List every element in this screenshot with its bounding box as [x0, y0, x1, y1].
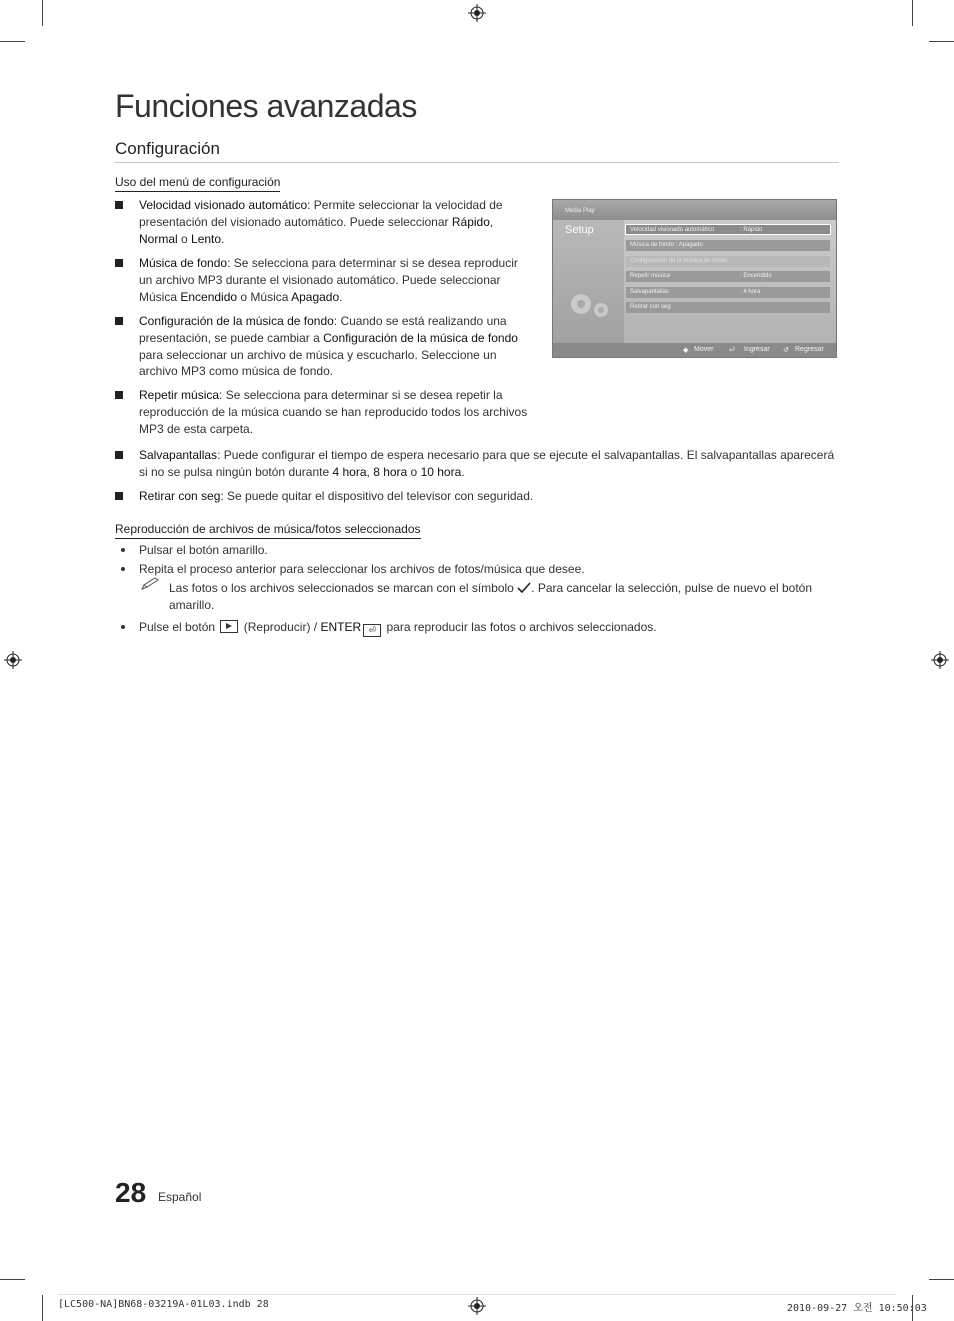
- tv-menu-panel: [626, 224, 832, 344]
- tv-footer-enter: Ingresar: [744, 346, 770, 353]
- page-language: Español: [158, 1190, 202, 1204]
- bullet-square-icon: [115, 201, 123, 209]
- media-play-logo: Media Play: [565, 208, 595, 214]
- crop-mark: [929, 1279, 954, 1280]
- setup-item-velocidad: Velocidad visionado automático: Permite seleccionar la velocidad de presentación del visionado automático. Puede seleccionar Rápido, Normal o Lento.: [139, 198, 503, 246]
- bullet-square-icon: [115, 391, 123, 399]
- print-footer-file: [LC500-NA]BN68-03219A-01L03.indb 28: [58, 1299, 269, 1310]
- return-icon: ↺: [783, 347, 789, 354]
- setup-item-repetir: Repetir música: Se selecciona para determinar si se desea repetir la reproducción de la música cuando se han reproducido todos los archivos MP3 de esta carpeta.: [139, 388, 528, 436]
- section-divider: [115, 162, 839, 163]
- setup-item-retirar: Retirar con seg: Se puede quitar el dispositivo del televisor con seguridad.: [139, 489, 534, 503]
- registration-mark-icon: [468, 1297, 486, 1315]
- crop-mark: [0, 41, 25, 42]
- registration-mark-icon: [468, 4, 486, 22]
- bullet-dot-icon: [121, 625, 125, 629]
- crop-mark: [912, 0, 913, 26]
- tv-footer-move: Mover: [694, 346, 714, 353]
- tv-footer: [553, 343, 836, 357]
- tv-menu-row[interactable]: Salvapantallas : 4 hora: [626, 287, 830, 298]
- crop-mark: [0, 1279, 25, 1280]
- play-button-icon: [220, 620, 238, 633]
- tv-menu-row[interactable]: Velocidad visionado automático : Rápido: [625, 224, 831, 235]
- tv-menu-row[interactable]: Repetir música : Encendido: [626, 271, 830, 282]
- footer-divider: [58, 1294, 896, 1295]
- bullet-dot-icon: [121, 548, 125, 552]
- playback-heading: Reproducción de archivos de música/fotos seleccionados: [115, 522, 421, 539]
- crop-mark: [42, 1295, 43, 1321]
- tv-footer-back: Regresar: [795, 346, 824, 353]
- tv-menu-row[interactable]: Configuración de la música de fondo: [626, 256, 830, 267]
- move-arrows-icon: ◆: [683, 347, 689, 354]
- bullet-square-icon: [115, 451, 123, 459]
- playback-step-3: Pulse el botón (Reproducir) / ENTER ⏎ para reproducir las fotos o archivos seleccionados.: [139, 620, 657, 635]
- checkmark-icon: [517, 582, 531, 594]
- bullet-square-icon: [115, 492, 123, 500]
- page-title: Funciones avanzadas: [115, 88, 417, 124]
- page-number: 28: [115, 1177, 147, 1208]
- bullet-dot-icon: [121, 567, 125, 571]
- gear-icon: [565, 288, 613, 324]
- setup-menu-heading: Uso del menú de configuración: [115, 175, 280, 192]
- playback-step-2: Repita el proceso anterior para seleccionar los archivos de fotos/música que desee.: [139, 562, 585, 576]
- print-footer-timestamp: 2010-09-27 오전 10:50:03: [787, 1303, 927, 1314]
- bullet-square-icon: [115, 317, 123, 325]
- section-title: Configuración: [115, 139, 220, 158]
- registration-mark-icon: [931, 651, 949, 669]
- tv-topbar: [553, 200, 836, 220]
- tv-setup-label: Setup: [565, 224, 594, 236]
- tv-setup-screen: [552, 199, 837, 358]
- tv-menu-row[interactable]: Música de fondo : Apagado: [626, 240, 830, 251]
- tv-menu-row[interactable]: Retirar con seg: [626, 302, 830, 313]
- setup-item-salvapantallas: Salvapantallas: Puede configurar el tiempo de espera necesario para que se ejecute el salvapantallas. El salvapantallas aparecerá si no se pulsa ningún botón durante 4 hora, 8 hora o 10 hora.: [139, 448, 835, 479]
- playback-step-1: Pulsar el botón amarillo.: [139, 543, 268, 557]
- crop-mark: [929, 41, 954, 42]
- bullet-square-icon: [115, 259, 123, 267]
- note-pencil-icon: [140, 577, 160, 591]
- enter-icon: ⏎: [363, 624, 381, 637]
- playback-note: Las fotos o los archivos seleccionados se marcan con el símbolo . Para cancelar la selección, pulse de nuevo el botón amarillo.: [169, 581, 813, 612]
- setup-item-config-musica: Configuración de la música de fondo: Cuando se está realizando una presentación, se puede cambiar a Configuración de la música de fondo para seleccionar un archivo de música y escucharlo. Seleccione un archivo MP3 como música de fondo.: [139, 314, 518, 379]
- setup-item-musica-fondo: Música de fondo: Se selecciona para determinar si se desea reproducir un archivo MP3 durante el visionado automático. Puede seleccionar Música Encendido o Música Apagado.: [139, 256, 518, 304]
- enter-icon: ⏎: [729, 347, 735, 354]
- crop-mark: [42, 0, 43, 26]
- registration-mark-icon: [4, 651, 22, 669]
